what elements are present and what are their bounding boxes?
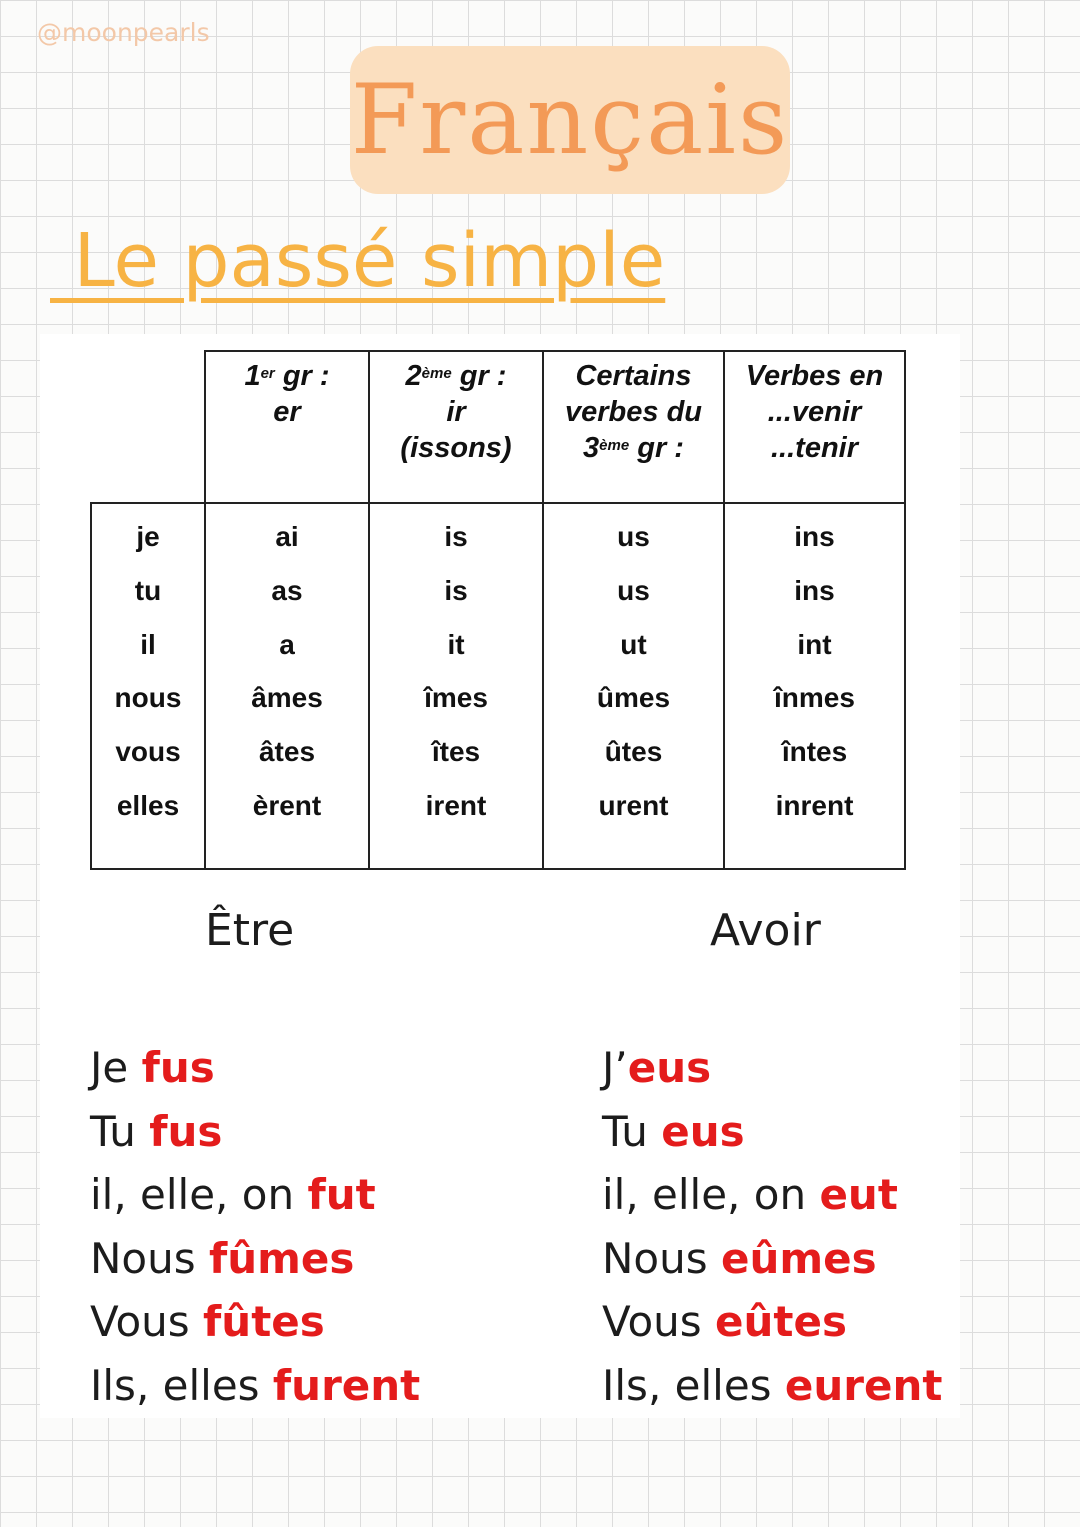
ending-cell: ins	[794, 521, 835, 552]
section-subtitle: Le passé simple	[50, 218, 666, 304]
endings-column-1er-groupe	[206, 510, 368, 833]
table-border-bottom	[90, 868, 906, 870]
ending-cell: îmes	[424, 682, 488, 714]
ending-cell: întes	[781, 736, 848, 768]
conjugation-line: Ils, elles furent	[90, 1360, 421, 1410]
conjugation-line: il, elle, on eut	[602, 1170, 898, 1219]
conjugation-table	[90, 350, 906, 870]
ending-cell: ûtes	[604, 736, 663, 768]
pronoun-cell: tu	[134, 574, 162, 606]
ending-cell: is	[444, 574, 468, 606]
ending-cell: irent	[425, 789, 487, 821]
ending-cell: urent	[598, 789, 669, 821]
page-title: Français	[350, 64, 790, 176]
etre-conjugation	[90, 1036, 420, 1417]
ending-cell: ins	[794, 574, 835, 606]
table-header-2eme-groupe: 2ème gr : ir (issons)	[400, 360, 512, 464]
ending-cell: âmes	[251, 682, 323, 714]
etre-heading: Être	[205, 905, 295, 956]
conjugation-line: il, elle, on fut	[90, 1170, 376, 1219]
avoir-conjugation	[602, 1036, 942, 1417]
ending-cell: èrent	[252, 789, 322, 821]
table-border-top	[204, 350, 906, 352]
ending-cell: ûmes	[596, 682, 671, 714]
ending-cell: inrent	[775, 789, 854, 821]
table-header-1er-groupe: 1er gr : er	[244, 360, 330, 428]
pronoun-cell: je	[136, 521, 160, 552]
ending-cell: us	[617, 574, 650, 606]
conjugation-line: Tu fus	[90, 1106, 223, 1156]
ending-cell: ai	[275, 521, 299, 552]
pronoun-cell: elles	[116, 789, 180, 821]
table-header-3eme-groupe: Certains verbes du 3ème gr :	[565, 360, 702, 464]
pronoun-column	[92, 510, 204, 833]
conjugation-line: Vous fûtes	[90, 1297, 325, 1346]
conjugation-line: Ils, elles eurent	[602, 1360, 943, 1410]
ending-cell: ut	[620, 628, 647, 660]
conjugation-line: Tu eus	[602, 1106, 745, 1156]
pronoun-cell: vous	[115, 736, 181, 768]
ending-cell: âtes	[258, 736, 316, 768]
ending-cell: as	[271, 574, 303, 606]
conjugation-line: Nous fûmes	[90, 1233, 355, 1283]
table-header-divider	[90, 502, 906, 504]
ending-cell: is	[444, 521, 468, 552]
conjugation-line: Je fus	[90, 1043, 215, 1092]
conjugation-line: Nous eûmes	[602, 1233, 877, 1283]
ending-cell: int	[797, 628, 832, 660]
pronoun-cell: il	[140, 628, 156, 660]
watermark: @moonpearls	[37, 18, 210, 47]
endings-column-2eme-groupe	[370, 510, 542, 833]
endings-column-3eme-groupe	[544, 510, 723, 833]
table-border-right	[904, 350, 906, 870]
ending-cell: înmes	[774, 682, 855, 714]
avoir-heading: Avoir	[710, 905, 821, 956]
ending-cell: îtes	[431, 736, 481, 768]
table-header-venir-tenir: Verbes en ...venir ...tenir	[745, 360, 884, 464]
title-badge	[350, 46, 790, 194]
ending-cell: us	[617, 521, 650, 552]
ending-cell: it	[447, 628, 465, 660]
pronoun-cell: nous	[114, 682, 182, 714]
conjugation-line: Vous eûtes	[602, 1297, 847, 1346]
endings-column-venir-tenir	[725, 510, 904, 833]
conjugation-line: J’eus	[602, 1043, 712, 1092]
ending-cell: a	[279, 628, 295, 660]
